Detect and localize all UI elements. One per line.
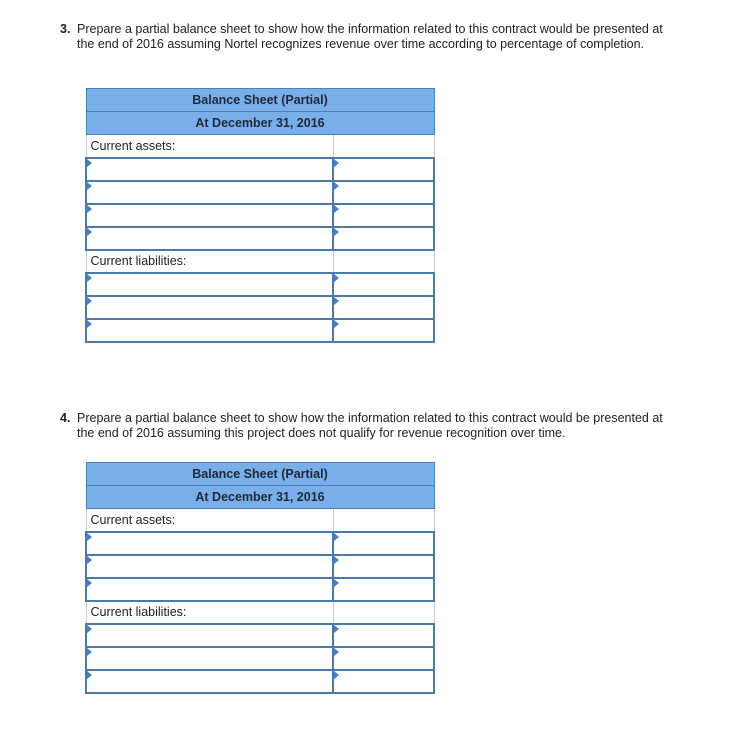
liability-label-input[interactable] <box>86 273 333 296</box>
cell-marker-icon <box>87 205 92 213</box>
asset-amount-input[interactable] <box>333 181 434 204</box>
liability-row <box>86 647 434 670</box>
balance-sheet-4 <box>85 462 435 694</box>
asset-amount-input[interactable] <box>333 578 434 601</box>
liability-row <box>86 319 434 342</box>
cell-marker-icon <box>87 182 92 190</box>
cell-marker-icon <box>87 159 92 167</box>
balance-sheet-title: Balance Sheet (Partial) <box>86 463 434 486</box>
cell-marker-icon <box>87 274 92 282</box>
liability-row <box>86 670 434 693</box>
liability-label-input[interactable] <box>86 670 333 693</box>
cell-marker-icon <box>87 228 92 236</box>
liability-amount-input[interactable] <box>333 296 434 319</box>
asset-row <box>86 532 434 555</box>
asset-label-input[interactable] <box>86 532 333 555</box>
cell-marker-icon <box>334 556 339 564</box>
current-liabilities-label: Current liabilities: <box>86 250 333 273</box>
asset-label-input[interactable] <box>86 181 333 204</box>
asset-label-input[interactable] <box>86 158 333 181</box>
cell-marker-icon <box>87 648 92 656</box>
cell-marker-icon <box>87 297 92 305</box>
cell-marker-icon <box>87 671 92 679</box>
cell-marker-icon <box>87 556 92 564</box>
liability-label-input[interactable] <box>86 319 333 342</box>
blank-cell <box>333 135 434 158</box>
asset-amount-input[interactable] <box>333 227 434 250</box>
cell-marker-icon <box>87 625 92 633</box>
blank-cell <box>333 601 434 624</box>
asset-label-input[interactable] <box>86 578 333 601</box>
cell-marker-icon <box>334 205 339 213</box>
liability-amount-input[interactable] <box>333 624 434 647</box>
liability-label-input[interactable] <box>86 624 333 647</box>
cell-marker-icon <box>334 533 339 541</box>
asset-label-input[interactable] <box>86 204 333 227</box>
balance-sheet-title: Balance Sheet (Partial) <box>86 89 434 112</box>
question-number: 4. <box>60 411 71 425</box>
balance-sheet-date: At December 31, 2016 <box>86 486 434 509</box>
asset-amount-input[interactable] <box>333 532 434 555</box>
balance-sheet-date: At December 31, 2016 <box>86 112 434 135</box>
balance-sheet-body <box>86 463 434 693</box>
asset-amount-input[interactable] <box>333 555 434 578</box>
asset-label-input[interactable] <box>86 227 333 250</box>
asset-row <box>86 181 434 204</box>
liability-amount-input[interactable] <box>333 273 434 296</box>
cell-marker-icon <box>334 274 339 282</box>
current-liabilities-label: Current liabilities: <box>86 601 333 624</box>
liability-row <box>86 624 434 647</box>
liability-label-input[interactable] <box>86 296 333 319</box>
cell-marker-icon <box>334 625 339 633</box>
question-3 <box>60 22 680 52</box>
blank-cell <box>333 509 434 532</box>
cell-marker-icon <box>334 159 339 167</box>
liability-label-input[interactable] <box>86 647 333 670</box>
cell-marker-icon <box>334 228 339 236</box>
cell-marker-icon <box>334 182 339 190</box>
balance-sheet-body <box>86 89 434 342</box>
cell-marker-icon <box>334 579 339 587</box>
asset-row <box>86 578 434 601</box>
liability-amount-input[interactable] <box>333 647 434 670</box>
current-assets-label: Current assets: <box>86 509 333 532</box>
liability-amount-input[interactable] <box>333 319 434 342</box>
question-number: 3. <box>60 22 71 36</box>
asset-label-input[interactable] <box>86 555 333 578</box>
cell-marker-icon <box>87 320 92 328</box>
asset-row <box>86 158 434 181</box>
asset-row <box>86 227 434 250</box>
asset-amount-input[interactable] <box>333 204 434 227</box>
liability-row <box>86 296 434 319</box>
cell-marker-icon <box>334 320 339 328</box>
asset-amount-input[interactable] <box>333 158 434 181</box>
question-4 <box>60 411 680 441</box>
cell-marker-icon <box>87 579 92 587</box>
cell-marker-icon <box>87 533 92 541</box>
question-text: Prepare a partial balance sheet to show how the information related to this contract would be presented at the end of 2016 assuming this project does not qualify for revenue recognition over time. <box>77 411 663 440</box>
current-assets-label: Current assets: <box>86 135 333 158</box>
asset-row <box>86 204 434 227</box>
blank-cell <box>333 250 434 273</box>
liability-amount-input[interactable] <box>333 670 434 693</box>
liability-row <box>86 273 434 296</box>
balance-sheet-3 <box>85 88 435 343</box>
question-text: Prepare a partial balance sheet to show how the information related to this contract would be presented at the end of 2016 assuming Nortel recognizes revenue over time according to percentage of completion. <box>77 22 663 51</box>
asset-row <box>86 555 434 578</box>
cell-marker-icon <box>334 648 339 656</box>
cell-marker-icon <box>334 297 339 305</box>
cell-marker-icon <box>334 671 339 679</box>
